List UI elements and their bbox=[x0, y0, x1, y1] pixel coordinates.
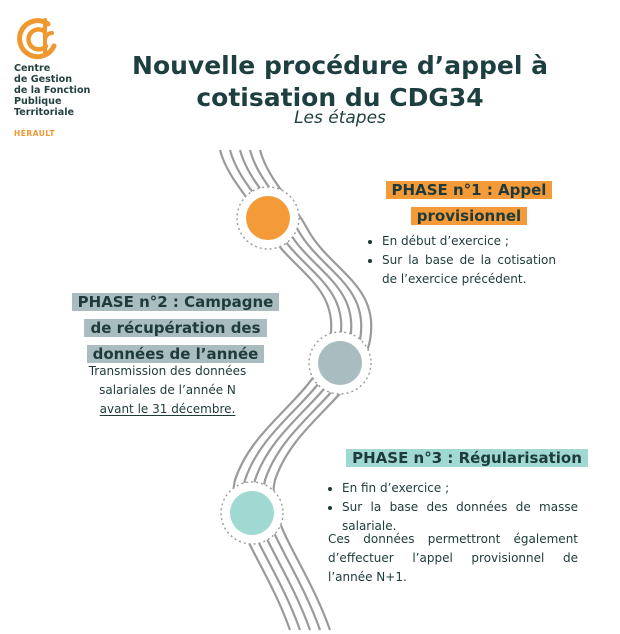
phase1-title-line-2: provisionnel bbox=[411, 207, 527, 225]
phase2-desc-line-2: salariales de l’année N bbox=[99, 383, 236, 397]
phase1-bullets bbox=[368, 232, 556, 289]
logo-line: Centre bbox=[14, 63, 51, 74]
list-item: • En fin d’exercice ; bbox=[342, 479, 578, 498]
page-subtitle: Les étapes bbox=[294, 108, 386, 128]
logo-line: de Gestion bbox=[14, 74, 73, 85]
phase3-title bbox=[334, 443, 600, 473]
phase1-dot bbox=[246, 196, 290, 240]
phase1-title-line-1: PHASE n°1 : Appel bbox=[386, 181, 553, 199]
phase2-title-line-2: de récupération des bbox=[84, 319, 266, 337]
phase2-title bbox=[60, 287, 291, 369]
phase2-title-line-3: données de l’année bbox=[87, 345, 265, 363]
phase3-dot bbox=[230, 491, 274, 535]
logo-line: Publique bbox=[14, 96, 62, 107]
phase1-title bbox=[376, 175, 562, 231]
logo-region: HÉRAULT bbox=[14, 129, 55, 138]
list-item: • Sur la base de la cotisation de l’exercice précédent. bbox=[382, 251, 556, 289]
phase2-desc-line-1: Transmission des données bbox=[88, 364, 247, 378]
phase2-title-line-1: PHASE n°2 : Campagne bbox=[72, 293, 280, 311]
phase2-dot bbox=[318, 341, 362, 385]
title-line-1: Nouvelle procédure d’appel à bbox=[132, 51, 548, 80]
phase2-description bbox=[60, 362, 275, 419]
phase3-note: Ces données permettront également d’effectuer l’appel provisionnel de l’année N+1. bbox=[328, 532, 578, 584]
phase2-deadline: avant le 31 décembre. bbox=[99, 402, 236, 416]
list-item: • Sur la base des données de masse salariale. bbox=[342, 498, 578, 536]
phase3-bullets bbox=[328, 479, 578, 536]
logo-line: de la Fonction bbox=[14, 85, 91, 96]
phase3-title-text: PHASE n°3 : Régularisation bbox=[346, 449, 588, 467]
logo-line: Territoriale bbox=[14, 107, 74, 118]
list-item: • En début d’exercice ; bbox=[382, 232, 556, 251]
title-line-2: cotisation du CDG34 bbox=[196, 83, 484, 112]
